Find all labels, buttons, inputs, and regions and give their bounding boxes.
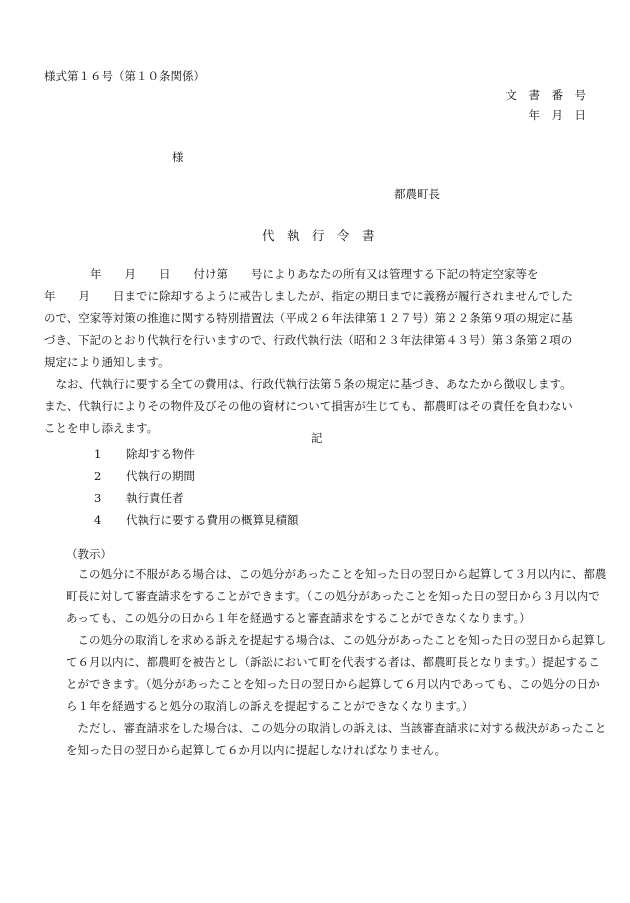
issuer-label: 都農町長: [394, 187, 440, 201]
text-line: ら１年を経過すると処分の取消しの訴えを提起することができなくなります。）: [66, 699, 474, 713]
document-number-label: 文 書 番 号: [505, 88, 586, 102]
text-line: て６月以内に、都農町を被告とし（訴訟において町を代表する者は、都農町長となります。）提起するこ: [66, 655, 600, 669]
text-line: 規定により通知します。: [44, 355, 170, 369]
text-line: ただし、審査請求をした場合は、この処分の取消しの訴えは、当該審査請求に対する裁決があったこと: [66, 721, 607, 735]
item-number: 2: [94, 469, 102, 483]
text-line: 年 月 日までに除却するように戒告しましたが、指定の期日までに義務が履行されませんでした: [44, 289, 573, 303]
text-line: 町長に対して審査請求をすることができます。（この処分があったことを知った日の翌日から３月以内で: [66, 589, 600, 603]
item-number: 1: [94, 447, 102, 461]
text-line: あっても、この処分の日から１年を経過すると審査請求をすることができなくなります。）: [66, 611, 531, 625]
text-line: この処分に不服がある場合は、この処分があったことを知った日の翌日から起算して３月以内に、都農: [66, 567, 607, 581]
list-item: [94, 447, 195, 461]
list-item: [94, 469, 195, 483]
text-line: を知った日の翌日から起算して６か月以内に提起しなければなりません。: [66, 743, 447, 757]
notice-heading: （教示）: [66, 547, 112, 561]
date-label: 年 月 日: [528, 108, 586, 122]
document-title: 代 執 行 令 書: [262, 228, 375, 243]
text-line: この処分の取消しを求める訴えを提起する場合は、この処分があったことを知った日の翌日から起算し: [66, 633, 607, 647]
main-paragraph: [44, 263, 592, 439]
item-label: 執行責任者: [126, 491, 184, 505]
list-item: [94, 513, 299, 527]
list-item: [94, 491, 184, 505]
addressee-label: 様: [172, 150, 184, 164]
item-label: 代執行に要する費用の概算見積額: [126, 513, 299, 527]
text-line: 年 月 日 付け第 号によりあなたの所有又は管理する下記の特定空家等を: [44, 267, 539, 281]
text-line: ことを申し添えます。: [44, 421, 159, 435]
item-label: 除却する物件: [126, 447, 195, 461]
text-line: とができます。（処分があったことを知った日の翌日から起算して６月以内であっても、この処分の日か: [66, 677, 600, 691]
text-line: なお、代執行に要する全ての費用は、行政代執行法第５条の規定に基づき、あなたから徴収します。: [44, 377, 572, 391]
item-label: 代執行の期間: [126, 469, 195, 483]
item-number: 4: [94, 513, 102, 527]
ki-label: 記: [311, 431, 323, 445]
notice-paragraph: [66, 563, 607, 761]
text-line: づき、下記のとおり代執行を行いますので、行政代執行法（昭和２３年法律第４３号）第３条第２項の: [44, 333, 573, 347]
text-line: また、代執行によりその物件及びその他の資材について損害が生じても、都農町はその責任を負わない: [44, 399, 573, 413]
text-line: ので、空家等対策の推進に関する特別措置法（平成２６年法律第１２７号）第２２条第９項の規定に基: [44, 311, 573, 325]
form-number: 様式第１６号（第１０条関係）: [44, 69, 205, 83]
item-number: 3: [94, 491, 102, 505]
